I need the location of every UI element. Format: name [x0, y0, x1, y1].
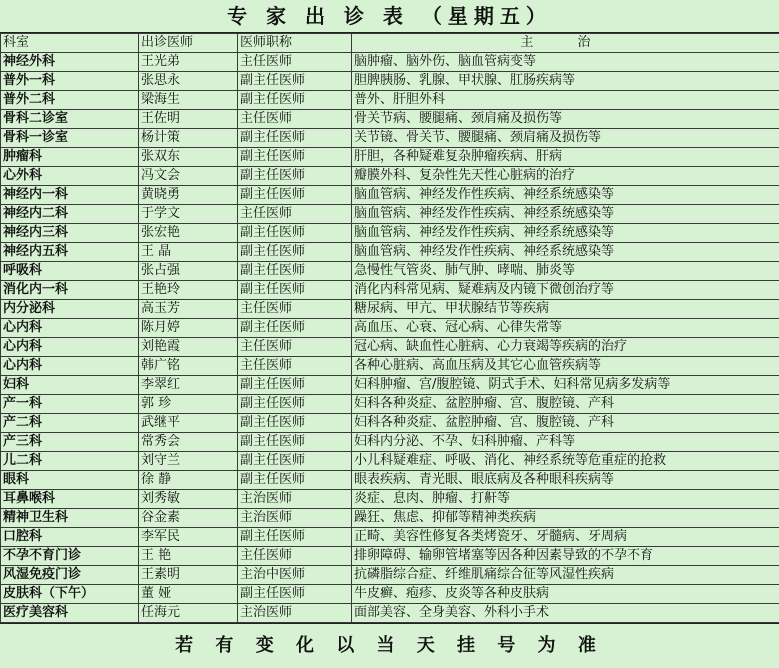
specialty-cell: 脑肿瘤、脑外伤、脑血管病变等 — [352, 53, 779, 72]
department-cell: 医疗美容科 — [1, 604, 139, 623]
title-cell: 副主任医师 — [238, 72, 352, 91]
department-cell: 产一科 — [1, 395, 139, 414]
doctor-cell: 董 娅 — [139, 585, 238, 604]
title-cell: 副主任医师 — [238, 129, 352, 148]
department-cell: 呼吸科 — [1, 262, 139, 281]
department-cell: 神经外科 — [1, 53, 139, 72]
table-row — [1, 357, 779, 376]
doctor-cell: 刘艳霞 — [139, 338, 238, 357]
specialty-cell: 胆脾胰肠、乳腺、甲状腺、肛肠疾病等 — [352, 72, 779, 91]
doctor-cell: 于学文 — [139, 205, 238, 224]
doctor-cell: 陈月婷 — [139, 319, 238, 338]
table-row — [1, 243, 779, 262]
table-row — [1, 205, 779, 224]
specialty-cell: 面部美容、全身美容、外科小手术 — [352, 604, 779, 623]
specialty-cell: 肝胆，各种疑难复杂肿瘤疾病、肝病 — [352, 148, 779, 167]
table-row — [1, 148, 779, 167]
department-cell: 产二科 — [1, 414, 139, 433]
title-cell: 副主任医师 — [238, 186, 352, 205]
doctor-cell: 高玉芳 — [139, 300, 238, 319]
specialty-cell: 妇科内分泌、不孕、妇科肿瘤、产科等 — [352, 433, 779, 452]
department-cell: 风湿免疫门诊 — [1, 566, 139, 585]
specialty-cell: 眼表疾病、青光眼、眼底病及各种眼科疾病等 — [352, 471, 779, 490]
title-cell: 副主任医师 — [238, 376, 352, 395]
header-doctor: 出诊医师 — [139, 34, 238, 53]
department-cell: 皮肤科（下午） — [1, 585, 139, 604]
specialty-cell: 脑血管病、神经发作性疾病、神经系统感染等 — [352, 243, 779, 262]
specialty-cell: 正畸、美容性修复各类烤瓷牙、牙髓病、牙周病 — [352, 528, 779, 547]
department-cell: 妇科 — [1, 376, 139, 395]
doctor-cell: 徐 静 — [139, 471, 238, 490]
title-cell: 主任医师 — [238, 205, 352, 224]
specialty-cell: 关节镜、骨关节、腰腿痛、颈肩痛及损伤等 — [352, 129, 779, 148]
title-cell: 主任医师 — [238, 547, 352, 566]
doctor-cell: 李翠红 — [139, 376, 238, 395]
table-row — [1, 395, 779, 414]
specialty-cell: 小儿科疑难症、呼吸、消化、神经系统等危重症的抢救 — [352, 452, 779, 471]
specialty-cell: 冠心病、缺血性心脏病、心力衰竭等疾病的治疗 — [352, 338, 779, 357]
table-row — [1, 566, 779, 585]
department-cell: 神经内一科 — [1, 186, 139, 205]
doctor-cell: 李军民 — [139, 528, 238, 547]
department-cell: 眼科 — [1, 471, 139, 490]
department-cell: 神经内二科 — [1, 205, 139, 224]
table-row — [1, 224, 779, 243]
department-cell: 普外二科 — [1, 91, 139, 110]
table-row — [1, 509, 779, 528]
title-cell: 副主任医师 — [238, 319, 352, 338]
header-row — [1, 34, 779, 53]
title-cell: 副主任医师 — [238, 395, 352, 414]
title-cell: 主治中医师 — [238, 566, 352, 585]
specialty-cell: 脑血管病、神经发作性疾病、神经系统感染等 — [352, 224, 779, 243]
title-cell: 副主任医师 — [238, 433, 352, 452]
table-body — [1, 53, 779, 623]
title-cell: 副主任医师 — [238, 91, 352, 110]
table-row — [1, 604, 779, 623]
specialty-cell: 脑血管病、神经发作性疾病、神经系统感染等 — [352, 205, 779, 224]
doctor-cell: 杨计策 — [139, 129, 238, 148]
title-cell: 主任医师 — [238, 53, 352, 72]
doctor-cell: 常秀会 — [139, 433, 238, 452]
department-cell: 口腔科 — [1, 528, 139, 547]
doctor-cell: 王 晶 — [139, 243, 238, 262]
title-cell: 副主任医师 — [238, 414, 352, 433]
doctor-cell: 王艳玲 — [139, 281, 238, 300]
specialty-cell: 妇科肿瘤、宫/腹腔镜、阴式手术、妇科常见病多发病等 — [352, 376, 779, 395]
table-row — [1, 129, 779, 148]
title-cell: 主任医师 — [238, 357, 352, 376]
header-title: 医师职称 — [238, 34, 352, 53]
doctor-cell: 武继平 — [139, 414, 238, 433]
table-row — [1, 72, 779, 91]
specialty-cell: 妇科各种炎症、盆腔肿瘤、宫、腹腔镜、产科 — [352, 414, 779, 433]
department-cell: 心内科 — [1, 338, 139, 357]
header-specialty: 主 治 — [352, 34, 779, 53]
title-cell: 主治医师 — [238, 604, 352, 623]
table-row — [1, 376, 779, 395]
table-row — [1, 338, 779, 357]
table-row — [1, 528, 779, 547]
department-cell: 精神卫生科 — [1, 509, 139, 528]
doctor-cell: 梁海生 — [139, 91, 238, 110]
department-cell: 骨科二诊室 — [1, 110, 139, 129]
doctor-cell: 刘秀敏 — [139, 490, 238, 509]
department-cell: 耳鼻喉科 — [1, 490, 139, 509]
department-cell: 心内科 — [1, 357, 139, 376]
title-cell: 主任医师 — [238, 338, 352, 357]
department-cell: 心内科 — [1, 319, 139, 338]
page-title: 专 家 出 诊 表 （星期五） — [0, 0, 779, 33]
specialty-cell: 炎症、息肉、肿瘤、打鼾等 — [352, 490, 779, 509]
department-cell: 产三科 — [1, 433, 139, 452]
department-cell: 心外科 — [1, 167, 139, 186]
table-row — [1, 585, 779, 604]
doctor-cell: 郭 珍 — [139, 395, 238, 414]
table-row — [1, 262, 779, 281]
table-row — [1, 433, 779, 452]
header-department: 科室 — [1, 34, 139, 53]
table-row — [1, 547, 779, 566]
title-cell: 主治医师 — [238, 509, 352, 528]
specialty-cell: 普外、肝胆外科 — [352, 91, 779, 110]
doctor-cell: 王佐明 — [139, 110, 238, 129]
title-cell: 主任医师 — [238, 110, 352, 129]
doctor-cell: 谷金素 — [139, 509, 238, 528]
title-cell: 主治医师 — [238, 490, 352, 509]
department-cell: 神经内五科 — [1, 243, 139, 262]
table-row — [1, 319, 779, 338]
title-cell: 主任医师 — [238, 300, 352, 319]
specialty-cell: 躁狂、焦虑、抑郁等精神类疾病 — [352, 509, 779, 528]
table-row — [1, 490, 779, 509]
specialty-cell: 消化内科常见病、疑难病及内镜下微创治疗等 — [352, 281, 779, 300]
doctor-cell: 张宏艳 — [139, 224, 238, 243]
table-row — [1, 414, 779, 433]
doctor-cell: 王素明 — [139, 566, 238, 585]
specialty-cell: 脑血管病、神经发作性疾病、神经系统感染等 — [352, 186, 779, 205]
specialty-cell: 瓣膜外科、复杂性先天性心脏病的治疗 — [352, 167, 779, 186]
table-row — [1, 110, 779, 129]
department-cell: 不孕不育门诊 — [1, 547, 139, 566]
specialty-cell: 急慢性气管炎、肺气肿、哮喘、肺炎等 — [352, 262, 779, 281]
title-cell: 副主任医师 — [238, 243, 352, 262]
doctor-cell: 张思永 — [139, 72, 238, 91]
title-cell: 副主任医师 — [238, 148, 352, 167]
table-row — [1, 186, 779, 205]
title-cell: 副主任医师 — [238, 585, 352, 604]
table-row — [1, 300, 779, 319]
specialty-cell: 抗磷脂综合症、纤维肌痛综合征等风湿性疾病 — [352, 566, 779, 585]
doctor-cell: 任海元 — [139, 604, 238, 623]
schedule-table — [0, 33, 779, 623]
specialty-cell: 妇科各种炎症、盆腔肿瘤、宫、腹腔镜、产科 — [352, 395, 779, 414]
title-cell: 副主任医师 — [238, 471, 352, 490]
specialty-cell: 骨关节病、腰腿痛、颈肩痛及损伤等 — [352, 110, 779, 129]
title-cell: 副主任医师 — [238, 452, 352, 471]
specialty-cell: 排卵障碍、输卵管堵塞等因各种因素导致的不孕不育 — [352, 547, 779, 566]
specialty-cell: 糖尿病、甲亢、甲状腺结节等疾病 — [352, 300, 779, 319]
title-cell: 副主任医师 — [238, 281, 352, 300]
title-cell: 副主任医师 — [238, 528, 352, 547]
department-cell: 儿二科 — [1, 452, 139, 471]
doctor-cell: 王光弟 — [139, 53, 238, 72]
footer-note: 若 有 变 化 以 当 天 挂 号 为 准 — [0, 623, 779, 668]
table-row — [1, 452, 779, 471]
doctor-cell: 张占强 — [139, 262, 238, 281]
table-row — [1, 53, 779, 72]
title-cell: 副主任医师 — [238, 262, 352, 281]
doctor-cell: 刘守兰 — [139, 452, 238, 471]
title-cell: 副主任医师 — [238, 167, 352, 186]
table-row — [1, 91, 779, 110]
table-row — [1, 167, 779, 186]
specialty-cell: 各种心脏病、高血压病及其它心血管疾病等 — [352, 357, 779, 376]
department-cell: 神经内三科 — [1, 224, 139, 243]
doctor-cell: 黄晓勇 — [139, 186, 238, 205]
doctor-cell: 韩广铭 — [139, 357, 238, 376]
title-cell: 副主任医师 — [238, 224, 352, 243]
department-cell: 骨科一诊室 — [1, 129, 139, 148]
department-cell: 普外一科 — [1, 72, 139, 91]
doctor-cell: 王 艳 — [139, 547, 238, 566]
department-cell: 消化内一科 — [1, 281, 139, 300]
doctor-cell: 冯文会 — [139, 167, 238, 186]
department-cell: 内分泌科 — [1, 300, 139, 319]
specialty-cell: 牛皮癣、疱疹、皮炎等各种皮肤病 — [352, 585, 779, 604]
specialty-cell: 高血压、心衰、冠心病、心律失常等 — [352, 319, 779, 338]
department-cell: 肿瘤科 — [1, 148, 139, 167]
table-row — [1, 471, 779, 490]
table-row — [1, 281, 779, 300]
doctor-cell: 张双东 — [139, 148, 238, 167]
